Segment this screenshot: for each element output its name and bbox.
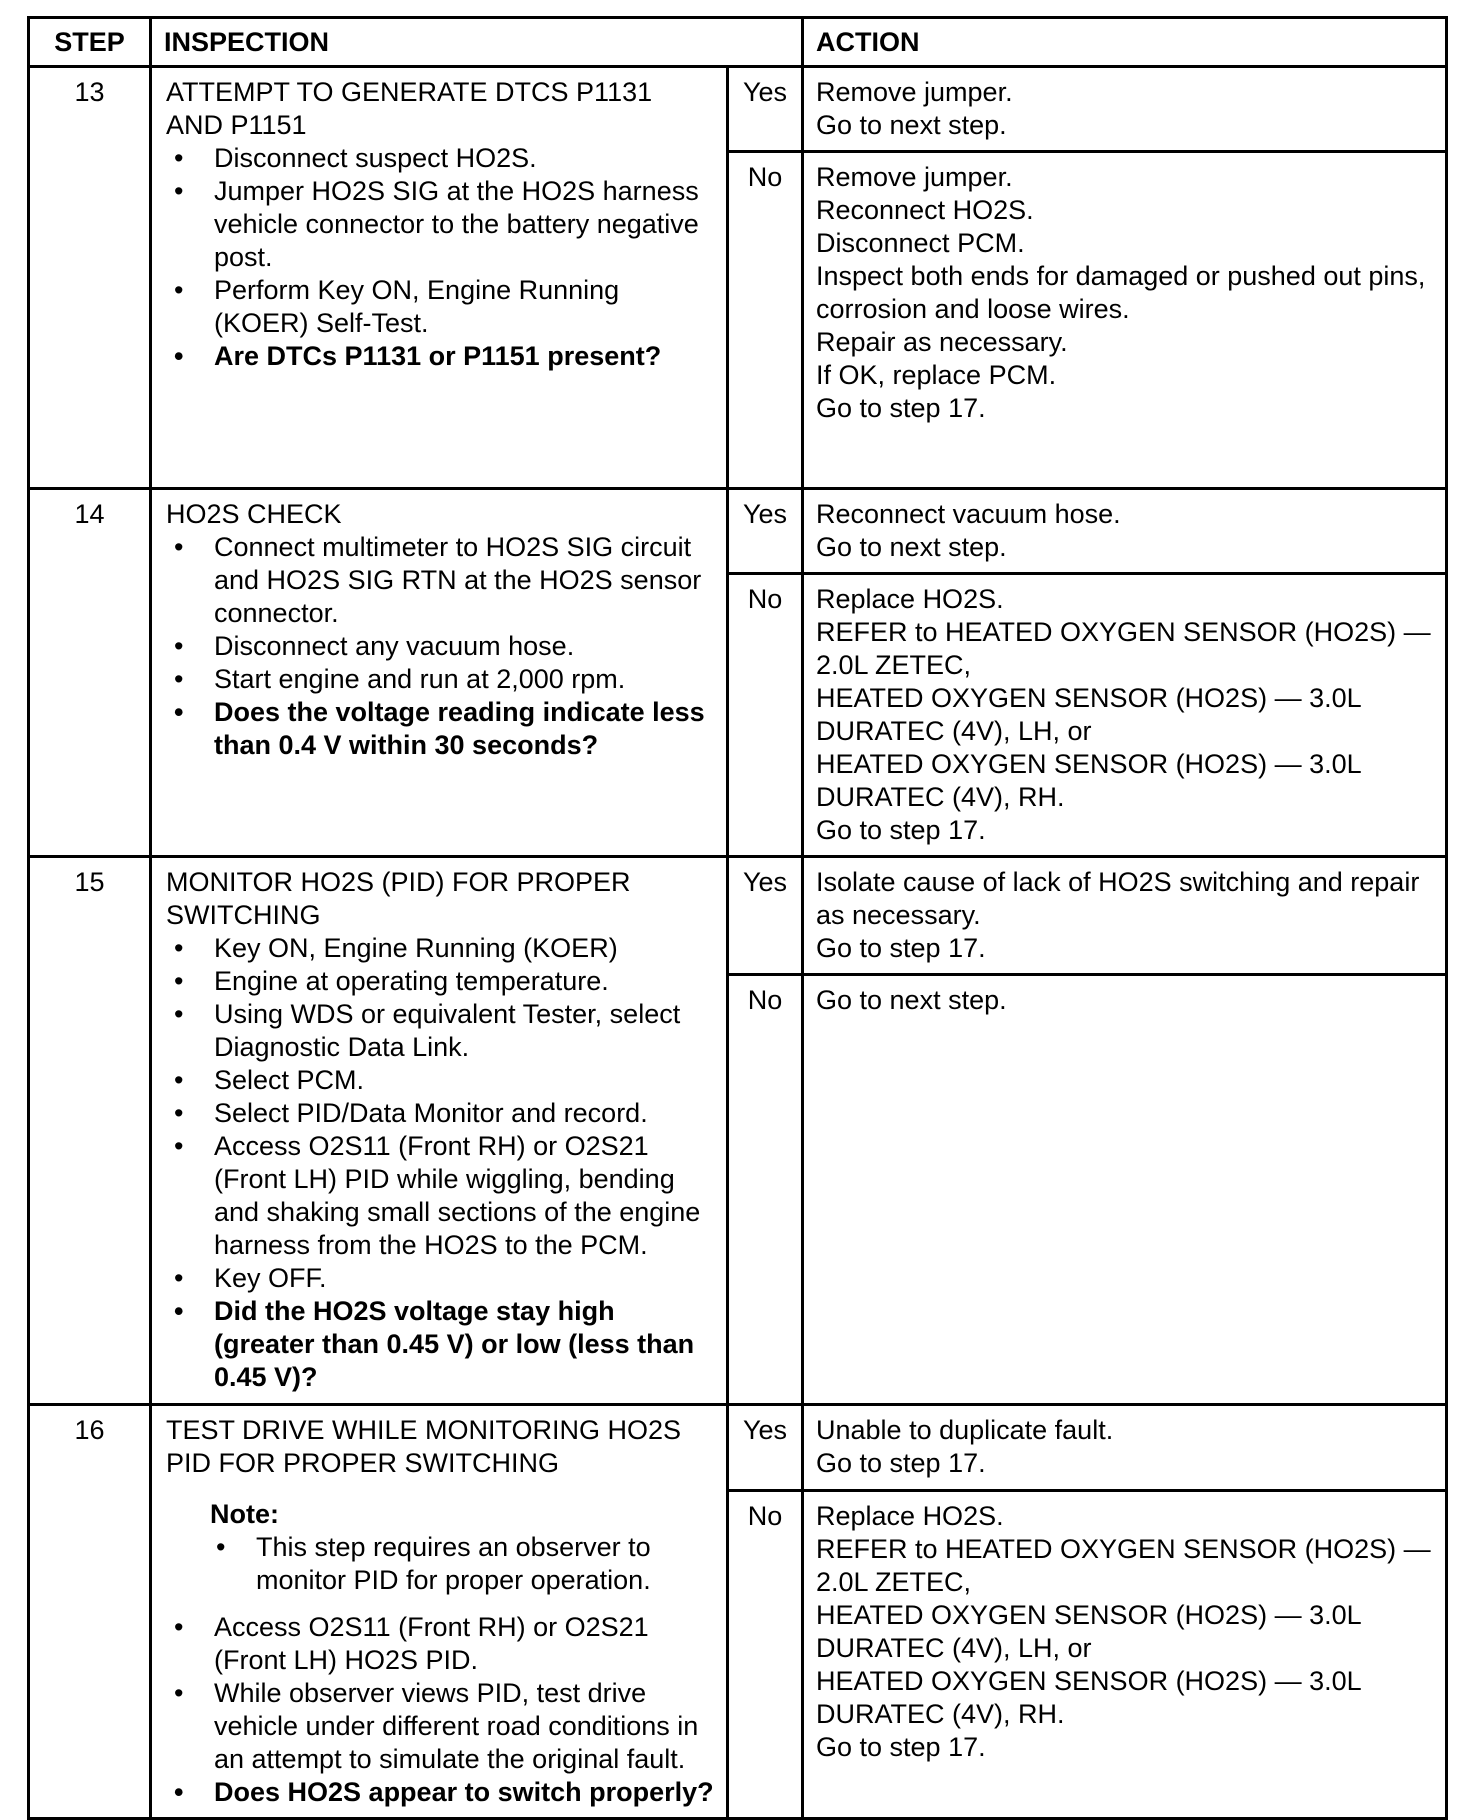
inspection-question: • Does the voltage reading indicate less than 0.4 V within 30 seconds? xyxy=(166,696,718,762)
inspection-title: PID FOR PROPER SWITCHING xyxy=(166,1448,560,1478)
yes-action xyxy=(803,67,1447,152)
list-item: • Access O2S11 (Front RH) or O2S21 (Front LH) HO2S PID. xyxy=(166,1611,718,1677)
header-row xyxy=(29,18,1447,67)
inspection-cell xyxy=(151,857,728,1405)
list-item: • While observer views PID, test drive vehicle under different road conditions in an attempt to simulate the original fault. xyxy=(166,1677,718,1776)
inspection-title: MONITOR HO2S (PID) FOR PROPER xyxy=(166,867,631,897)
action-line: Inspect both ends for damaged or pushed out pins, corrosion and loose wires. xyxy=(816,261,1426,324)
note-label: Note: xyxy=(210,1499,279,1529)
step-number: 15 xyxy=(29,857,151,1405)
inspection-title: ATTEMPT TO GENERATE DTCS P1131 xyxy=(166,77,653,107)
action-line: Isolate cause of lack of HO2S switching and repair as necessary. xyxy=(816,867,1420,930)
inspection-cell xyxy=(151,1405,728,1819)
action-line: HEATED OXYGEN SENSOR (HO2S) — 3.0L DURATEC (4V), RH. xyxy=(816,749,1361,812)
action-line: Go to step 17. xyxy=(816,933,986,963)
no-label: No xyxy=(728,1491,803,1819)
step-number: 14 xyxy=(29,489,151,857)
action-line: REFER to HEATED OXYGEN SENSOR (HO2S) — 2.0L ZETEC, xyxy=(816,1534,1431,1598)
step-number: 13 xyxy=(29,67,151,489)
inspection-bullets xyxy=(166,1611,718,1809)
action-line: HEATED OXYGEN SENSOR (HO2S) — 3.0L DURATEC (4V), RH. xyxy=(816,1666,1361,1730)
header-step: STEP xyxy=(29,18,151,67)
list-item: • Key OFF. xyxy=(166,1262,718,1295)
no-action xyxy=(803,1491,1447,1819)
yes-action xyxy=(803,1405,1447,1491)
action-line: Replace HO2S. xyxy=(816,1501,1004,1532)
inspection-bullets xyxy=(166,142,718,373)
inspection-bullets xyxy=(166,531,718,762)
list-item: • Disconnect suspect HO2S. xyxy=(166,142,718,175)
inspection-title: SWITCHING xyxy=(166,900,321,930)
action-line: Remove jumper. xyxy=(816,162,1013,192)
inspection-title: HO2S CHECK xyxy=(166,499,342,529)
list-item: • Connect multimeter to HO2S SIG circuit and HO2S SIG RTN at the HO2S sensor connector. xyxy=(166,531,718,630)
yes-label: Yes xyxy=(728,1405,803,1491)
table-row xyxy=(29,67,1447,152)
action-line: Go to step 17. xyxy=(816,1732,986,1763)
no-action xyxy=(803,975,1447,1405)
action-line: Go to step 17. xyxy=(816,815,986,845)
yes-label: Yes xyxy=(728,857,803,975)
list-item: • This step requires an observer to monitor PID for proper operation. xyxy=(210,1531,718,1597)
list-item: • Disconnect any vacuum hose. xyxy=(166,630,718,663)
action-line: Replace HO2S. xyxy=(816,584,1004,614)
list-item: • Engine at operating temperature. xyxy=(166,965,718,998)
yes-action xyxy=(803,857,1447,975)
action-line: REFER to HEATED OXYGEN SENSOR (HO2S) — 2.0L ZETEC, xyxy=(816,617,1431,680)
inspection-title: AND P1151 xyxy=(166,110,307,140)
no-label: No xyxy=(728,574,803,857)
no-label: No xyxy=(728,152,803,489)
list-item: • Select PID/Data Monitor and record. xyxy=(166,1097,718,1130)
inspection-title: TEST DRIVE WHILE MONITORING HO2S xyxy=(166,1415,682,1445)
action-line: HEATED OXYGEN SENSOR (HO2S) — 3.0L DURATEC (4V), LH, or xyxy=(816,1600,1361,1664)
inspection-cell xyxy=(151,489,728,857)
action-line: Reconnect HO2S. xyxy=(816,195,1034,225)
step-number: 16 xyxy=(29,1405,151,1819)
note-items xyxy=(210,1531,718,1597)
action-line: Go to next step. xyxy=(816,985,1007,1015)
action-line: Go to next step. xyxy=(816,532,1007,562)
action-line: Reconnect vacuum hose. xyxy=(816,499,1121,529)
list-item: • Key ON, Engine Running (KOER) xyxy=(166,932,718,965)
action-line: Go to step 17. xyxy=(816,1448,986,1478)
yes-label: Yes xyxy=(728,489,803,574)
pinpoint-test-table xyxy=(27,16,1448,1820)
action-line: If OK, replace PCM. xyxy=(816,360,1057,390)
yes-action xyxy=(803,489,1447,574)
inspection-question: • Does HO2S appear to switch properly? xyxy=(166,1776,718,1809)
table-row xyxy=(29,1405,1447,1491)
list-item: • Jumper HO2S SIG at the HO2S harness vehicle connector to the battery negative post. xyxy=(166,175,718,274)
no-action xyxy=(803,152,1447,489)
header-inspection: INSPECTION xyxy=(151,18,803,67)
header-action: ACTION xyxy=(803,18,1447,67)
inspection-question: • Are DTCs P1131 or P1151 present? xyxy=(166,340,718,373)
list-item: • Start engine and run at 2,000 rpm. xyxy=(166,663,718,696)
table-row xyxy=(29,857,1447,975)
action-line: Repair as necessary. xyxy=(816,327,1068,357)
action-line: Go to next step. xyxy=(816,110,1007,140)
list-item: • Select PCM. xyxy=(166,1064,718,1097)
action-line: Remove jumper. xyxy=(816,77,1013,107)
action-line: Unable to duplicate fault. xyxy=(816,1415,1114,1445)
inspection-bullets xyxy=(166,932,718,1394)
table-row xyxy=(29,489,1447,574)
note-block xyxy=(210,1498,718,1597)
list-item: • Perform Key ON, Engine Running (KOER) Self-Test. xyxy=(166,274,718,340)
inspection-question: • Did the HO2S voltage stay high (greater than 0.45 V) or low (less than 0.45 V)? xyxy=(166,1295,718,1394)
action-line: HEATED OXYGEN SENSOR (HO2S) — 3.0L DURATEC (4V), LH, or xyxy=(816,683,1361,746)
inspection-cell xyxy=(151,67,728,489)
list-item: • Using WDS or equivalent Tester, select Diagnostic Data Link. xyxy=(166,998,718,1064)
action-line: Disconnect PCM. xyxy=(816,228,1025,258)
list-item: • Access O2S11 (Front RH) or O2S21 (Front LH) PID while wiggling, bending and shaking small sections of the engine harness from the HO2S to the PCM. xyxy=(166,1130,718,1262)
action-line: Go to step 17. xyxy=(816,393,986,423)
yes-label: Yes xyxy=(728,67,803,152)
no-label: No xyxy=(728,975,803,1405)
diagnostic-document xyxy=(27,16,1445,1807)
no-action xyxy=(803,574,1447,857)
